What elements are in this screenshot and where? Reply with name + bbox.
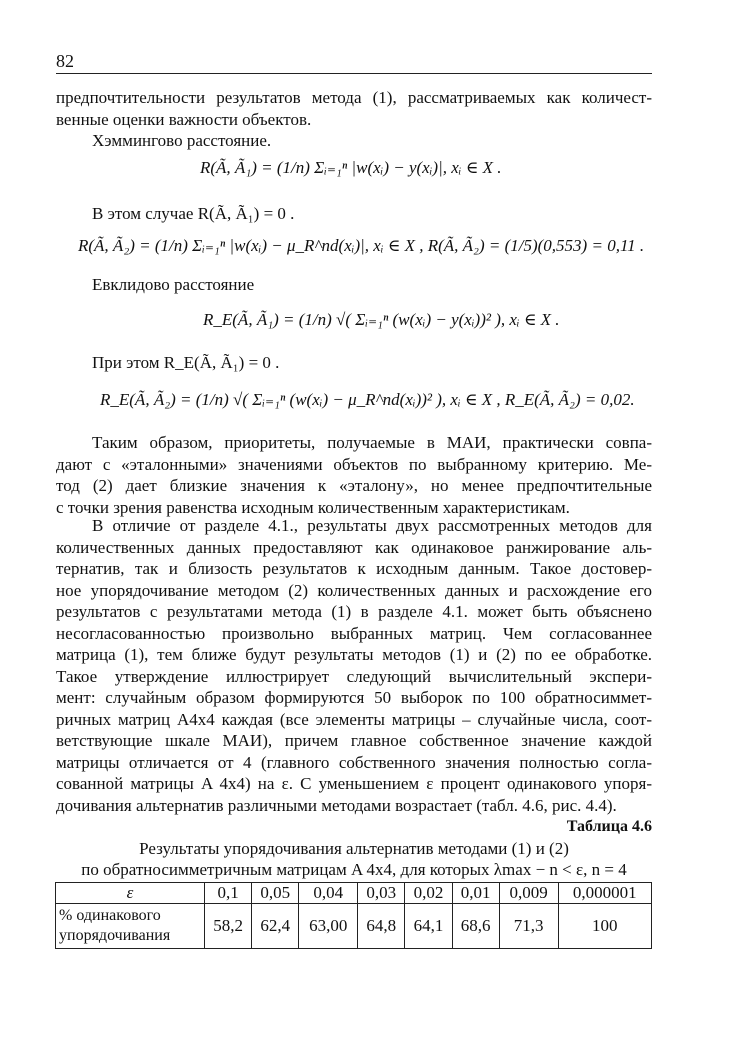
table-cell: 62,4	[252, 904, 299, 949]
text-line: ное упорядочивание методом (2) количественных данных и расхождение его	[56, 580, 652, 600]
table-label: Таблица 4.6	[566, 818, 652, 835]
text-line: количественных данных предоставляют как одинаковое ранжирование аль-	[56, 537, 652, 557]
table-cell: 63,00	[299, 904, 358, 949]
table-cell: 0,000001	[558, 883, 651, 904]
text-line: Такое утверждение иллюстрирует следующий вычислительный экспери-	[56, 666, 652, 686]
text-line: В отличие от разделе 4.1., результаты двух рассмотренных методов для	[92, 516, 652, 535]
text-line: тод (2) дает близкие значения к «эталону», но менее предпочтительные	[56, 476, 652, 495]
table-cell: 0,05	[252, 883, 299, 904]
table-cell: 100	[558, 904, 651, 949]
formula-hamming: R(Ã, Ã₁) = (1/n) Σᵢ₌₁ⁿ |w(xᵢ) − y(xᵢ)|, xᵢ ∈ X .	[200, 158, 502, 177]
formula-euclid: R_E(Ã, Ã₁) = (1/n) √( Σᵢ₌₁ⁿ (w(xᵢ) − y(xᵢ))² ), xᵢ ∈ X .	[203, 310, 560, 329]
formula-euclid-2: R_E(Ã, Ã₂) = (1/n) √( Σᵢ₌₁ⁿ (w(xᵢ) − μ_R^nd(xᵢ))² ), xᵢ ∈ X , R_E(Ã, Ã₂) = 0,02.	[100, 390, 635, 409]
header-rule	[56, 73, 652, 74]
text-line: предпочтительности результатов метода (1), рассматриваемых как количест-	[56, 88, 652, 107]
results-table	[55, 882, 652, 949]
table-cell: 64,8	[358, 904, 405, 949]
table-row	[56, 904, 652, 949]
text-line: дочивания альтернатив различными методами возрастает (табл. 4.6, рис. 4.4).	[56, 795, 617, 815]
text-line: мент: случайным образом формируются 50 выборок по 100 обратносиммет-	[56, 688, 652, 707]
table-cell: 64,1	[405, 904, 452, 949]
text-line: дают с «эталонными» значениями объектов по выбранному критерию. Ме-	[56, 454, 652, 474]
table-caption	[56, 838, 652, 880]
euclid-heading: Евклидово расстояние	[92, 275, 255, 294]
table-cell: 0,01	[452, 883, 499, 904]
text-line: Таким образом, приоритеты, получаемые в МАИ, практически совпа-	[92, 433, 652, 452]
paragraph-conclusion	[56, 432, 652, 518]
text-line: матрица (1), тем ближе будут результаты методов (1) и (2) по ее обработке.	[56, 645, 652, 664]
paragraph-difference	[56, 515, 652, 816]
table-header-row	[56, 883, 652, 904]
in-this-case-line: В этом случае R(Ã, Ã₁) = 0 .	[92, 204, 295, 223]
page-number: 82	[56, 51, 74, 71]
table-cell: 71,3	[499, 904, 558, 949]
text-line: ветствующие шкале МАИ), причем главное собственное значение каждой	[56, 731, 652, 750]
text-line: венные оценки важности объектов.	[56, 109, 312, 129]
formula-hamming-2: R(Ã, Ã₂) = (1/n) Σᵢ₌₁ⁿ |w(xᵢ) − μ_R^nd(xᵢ)|, xᵢ ∈ X , R(Ã, Ã₂) = (1/5)(0,553) = 0,11 .	[78, 236, 645, 255]
table-cell: 68,6	[452, 904, 499, 949]
text-line: ричных матриц A4x4 каждая (все элементы матрицы – случайные числа, соот-	[56, 709, 652, 729]
text-line: матрицы отличается от 4 (главного собственного значения полностью согла-	[56, 752, 652, 772]
table-caption-line: по обратносимметричным матрицам A 4x4, для которых λmax − n < ε, n = 4	[81, 860, 627, 879]
paragraph-intro	[56, 87, 652, 130]
with-this-line: При этом R_E(Ã, Ã₁) = 0 .	[92, 353, 280, 372]
table-cell: 0,009	[499, 883, 558, 904]
table-cell: 0,1	[205, 883, 252, 904]
table-cell: 0,04	[299, 883, 358, 904]
table-row-label: % одинакового упорядочивания	[56, 904, 205, 949]
table-cell: 0,02	[405, 883, 452, 904]
table-cell: 0,03	[358, 883, 405, 904]
hamming-heading: Хэммингово расстояние.	[92, 131, 272, 150]
text-line: результатов с результатами метода (1) в разделе 4.1. может быть объяснено	[56, 602, 652, 621]
text-line: сованной матрицы A 4x4) на ε. С уменьшением ε процент одинакового упоря-	[56, 774, 652, 793]
table-caption-line: Результаты упорядочивания альтернатив методами (1) и (2)	[139, 839, 569, 858]
table-header-label: ε	[56, 883, 205, 904]
text-line: с точки зрения равенства исходным количественным характеристикам.	[56, 497, 570, 517]
text-line: несогласованностью произвольно выбранных матриц. Чем согласованнее	[56, 623, 652, 643]
text-line: тернатив, так и близость результатов к исходным данным. Такое достовер-	[56, 559, 652, 578]
table-cell: 58,2	[205, 904, 252, 949]
